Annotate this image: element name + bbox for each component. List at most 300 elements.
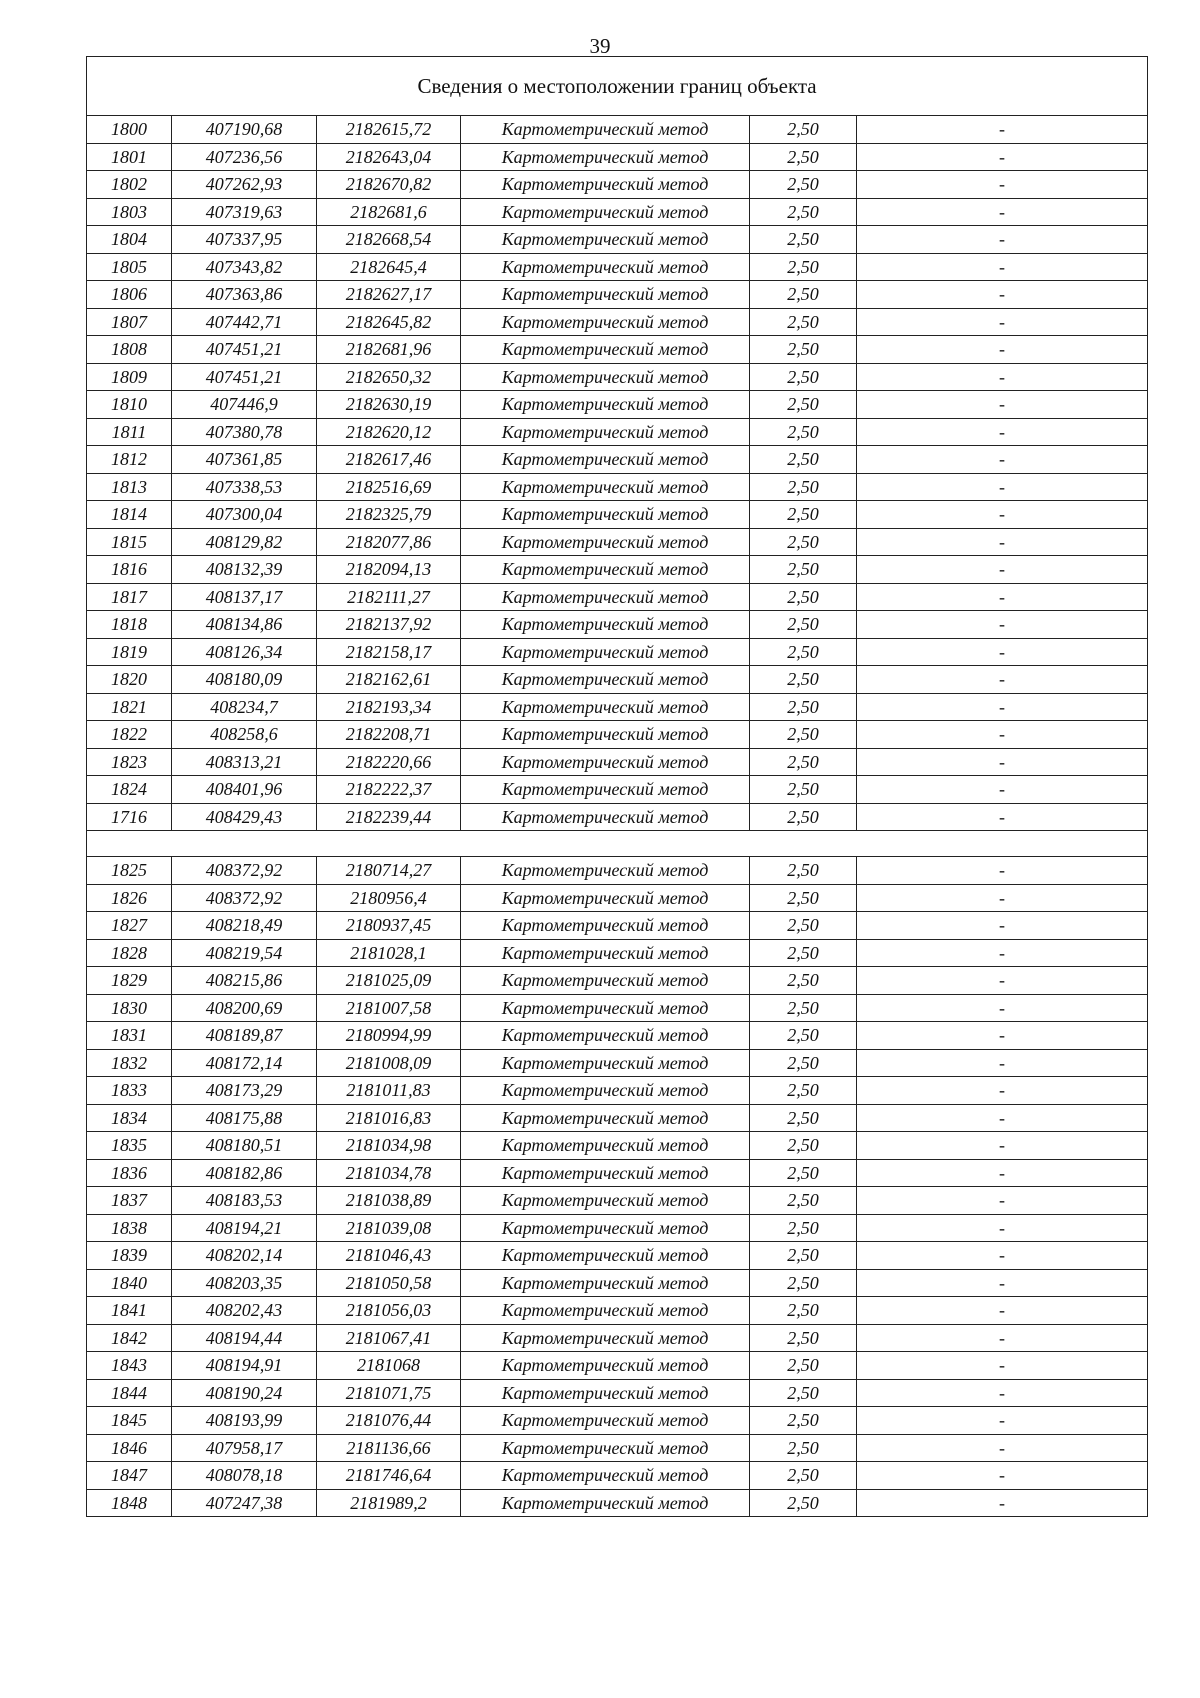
method-cell: Картометрический метод <box>461 1049 750 1077</box>
y-coordinate-cell: 2181025,09 <box>317 967 461 995</box>
y-coordinate-cell: 2182111,27 <box>317 583 461 611</box>
y-coordinate-cell: 2182620,12 <box>317 418 461 446</box>
x-coordinate-cell: 408219,54 <box>172 939 317 967</box>
x-coordinate-cell: 407343,82 <box>172 253 317 281</box>
point-number-cell: 1843 <box>87 1352 172 1380</box>
accuracy-cell: 2,50 <box>750 556 857 584</box>
method-cell: Картометрический метод <box>461 1324 750 1352</box>
point-number-cell: 1838 <box>87 1214 172 1242</box>
accuracy-cell: 2,50 <box>750 776 857 804</box>
method-cell: Картометрический метод <box>461 638 750 666</box>
description-cell: - <box>857 1214 1148 1242</box>
accuracy-cell: 2,50 <box>750 939 857 967</box>
table-row <box>87 1352 1148 1380</box>
y-coordinate-cell: 2181034,98 <box>317 1132 461 1160</box>
point-number-cell: 1827 <box>87 912 172 940</box>
method-cell: Картометрический метод <box>461 391 750 419</box>
y-coordinate-cell: 2181016,83 <box>317 1104 461 1132</box>
accuracy-cell: 2,50 <box>750 1077 857 1105</box>
point-number-cell: 1830 <box>87 994 172 1022</box>
method-cell: Картометрический метод <box>461 748 750 776</box>
y-coordinate-cell: 2182650,32 <box>317 363 461 391</box>
table-row <box>87 1187 1148 1215</box>
x-coordinate-cell: 408372,92 <box>172 857 317 885</box>
accuracy-cell: 2,50 <box>750 693 857 721</box>
table-row <box>87 666 1148 694</box>
group-separator-cell <box>87 831 1148 857</box>
x-coordinate-cell: 408137,17 <box>172 583 317 611</box>
method-cell: Картометрический метод <box>461 857 750 885</box>
accuracy-cell: 2,50 <box>750 226 857 254</box>
table-row <box>87 912 1148 940</box>
table-row <box>87 1104 1148 1132</box>
y-coordinate-cell: 2182162,61 <box>317 666 461 694</box>
y-coordinate-cell: 2182077,86 <box>317 528 461 556</box>
point-number-cell: 1829 <box>87 967 172 995</box>
method-cell: Картометрический метод <box>461 1159 750 1187</box>
boundary-coordinates-table <box>86 56 1148 1517</box>
y-coordinate-cell: 2182222,37 <box>317 776 461 804</box>
accuracy-cell: 2,50 <box>750 803 857 831</box>
y-coordinate-cell: 2182645,4 <box>317 253 461 281</box>
description-cell: - <box>857 1159 1148 1187</box>
x-coordinate-cell: 408182,86 <box>172 1159 317 1187</box>
point-number-cell: 1815 <box>87 528 172 556</box>
x-coordinate-cell: 408234,7 <box>172 693 317 721</box>
point-number-cell: 1812 <box>87 446 172 474</box>
accuracy-cell: 2,50 <box>750 1489 857 1517</box>
accuracy-cell: 2,50 <box>750 638 857 666</box>
group-separator-row <box>87 831 1148 857</box>
x-coordinate-cell: 408258,6 <box>172 721 317 749</box>
description-cell: - <box>857 1462 1148 1490</box>
accuracy-cell: 2,50 <box>750 253 857 281</box>
method-cell: Картометрический метод <box>461 994 750 1022</box>
description-cell: - <box>857 281 1148 309</box>
table-row <box>87 253 1148 281</box>
point-number-cell: 1839 <box>87 1242 172 1270</box>
table-row <box>87 1379 1148 1407</box>
x-coordinate-cell: 407958,17 <box>172 1434 317 1462</box>
point-number-cell: 1816 <box>87 556 172 584</box>
table-row <box>87 1214 1148 1242</box>
point-number-cell: 1845 <box>87 1407 172 1435</box>
table-row <box>87 1489 1148 1517</box>
x-coordinate-cell: 407247,38 <box>172 1489 317 1517</box>
point-number-cell: 1826 <box>87 884 172 912</box>
method-cell: Картометрический метод <box>461 171 750 199</box>
x-coordinate-cell: 408202,43 <box>172 1297 317 1325</box>
table-row <box>87 1049 1148 1077</box>
accuracy-cell: 2,50 <box>750 884 857 912</box>
table-row <box>87 857 1148 885</box>
accuracy-cell: 2,50 <box>750 666 857 694</box>
accuracy-cell: 2,50 <box>750 967 857 995</box>
point-number-cell: 1840 <box>87 1269 172 1297</box>
y-coordinate-cell: 2181039,08 <box>317 1214 461 1242</box>
description-cell: - <box>857 116 1148 144</box>
x-coordinate-cell: 408129,82 <box>172 528 317 556</box>
table-row <box>87 1242 1148 1270</box>
x-coordinate-cell: 407451,21 <box>172 363 317 391</box>
method-cell: Картометрический метод <box>461 253 750 281</box>
accuracy-cell: 2,50 <box>750 308 857 336</box>
point-number-cell: 1821 <box>87 693 172 721</box>
method-cell: Картометрический метод <box>461 1242 750 1270</box>
table-body <box>87 57 1148 1517</box>
point-number-cell: 1716 <box>87 803 172 831</box>
table-row <box>87 116 1148 144</box>
point-number-cell: 1836 <box>87 1159 172 1187</box>
y-coordinate-cell: 2182668,54 <box>317 226 461 254</box>
description-cell: - <box>857 1324 1148 1352</box>
accuracy-cell: 2,50 <box>750 1159 857 1187</box>
method-cell: Картометрический метод <box>461 776 750 804</box>
point-number-cell: 1820 <box>87 666 172 694</box>
x-coordinate-cell: 407451,21 <box>172 336 317 364</box>
table-row <box>87 198 1148 226</box>
description-cell: - <box>857 171 1148 199</box>
table-row <box>87 473 1148 501</box>
description-cell: - <box>857 391 1148 419</box>
method-cell: Картометрический метод <box>461 143 750 171</box>
method-cell: Картометрический метод <box>461 336 750 364</box>
accuracy-cell: 2,50 <box>750 857 857 885</box>
x-coordinate-cell: 407319,63 <box>172 198 317 226</box>
description-cell: - <box>857 1242 1148 1270</box>
accuracy-cell: 2,50 <box>750 281 857 309</box>
table-row <box>87 501 1148 529</box>
method-cell: Картометрический метод <box>461 1104 750 1132</box>
y-coordinate-cell: 2182670,82 <box>317 171 461 199</box>
x-coordinate-cell: 408313,21 <box>172 748 317 776</box>
y-coordinate-cell: 2182158,17 <box>317 638 461 666</box>
method-cell: Картометрический метод <box>461 1022 750 1050</box>
description-cell: - <box>857 1434 1148 1462</box>
point-number-cell: 1807 <box>87 308 172 336</box>
y-coordinate-cell: 2181050,58 <box>317 1269 461 1297</box>
accuracy-cell: 2,50 <box>750 912 857 940</box>
description-cell: - <box>857 611 1148 639</box>
x-coordinate-cell: 408372,92 <box>172 884 317 912</box>
accuracy-cell: 2,50 <box>750 171 857 199</box>
method-cell: Картометрический метод <box>461 583 750 611</box>
description-cell: - <box>857 884 1148 912</box>
y-coordinate-cell: 2182516,69 <box>317 473 461 501</box>
x-coordinate-cell: 408189,87 <box>172 1022 317 1050</box>
table-row <box>87 171 1148 199</box>
y-coordinate-cell: 2182630,19 <box>317 391 461 419</box>
y-coordinate-cell: 2181046,43 <box>317 1242 461 1270</box>
description-cell: - <box>857 226 1148 254</box>
point-number-cell: 1819 <box>87 638 172 666</box>
point-number-cell: 1833 <box>87 1077 172 1105</box>
method-cell: Картометрический метод <box>461 1297 750 1325</box>
y-coordinate-cell: 2180714,27 <box>317 857 461 885</box>
method-cell: Картометрический метод <box>461 418 750 446</box>
table-row <box>87 884 1148 912</box>
method-cell: Картометрический метод <box>461 912 750 940</box>
table-row <box>87 1434 1148 1462</box>
description-cell: - <box>857 912 1148 940</box>
y-coordinate-cell: 2182681,96 <box>317 336 461 364</box>
accuracy-cell: 2,50 <box>750 1407 857 1435</box>
table-row <box>87 803 1148 831</box>
description-cell: - <box>857 1489 1148 1517</box>
description-cell: - <box>857 528 1148 556</box>
accuracy-cell: 2,50 <box>750 611 857 639</box>
description-cell: - <box>857 1407 1148 1435</box>
point-number-cell: 1818 <box>87 611 172 639</box>
point-number-cell: 1817 <box>87 583 172 611</box>
point-number-cell: 1813 <box>87 473 172 501</box>
method-cell: Картометрический метод <box>461 198 750 226</box>
method-cell: Картометрический метод <box>461 1434 750 1462</box>
x-coordinate-cell: 408203,35 <box>172 1269 317 1297</box>
point-number-cell: 1844 <box>87 1379 172 1407</box>
point-number-cell: 1841 <box>87 1297 172 1325</box>
accuracy-cell: 2,50 <box>750 336 857 364</box>
description-cell: - <box>857 253 1148 281</box>
table-row <box>87 1297 1148 1325</box>
accuracy-cell: 2,50 <box>750 1352 857 1380</box>
accuracy-cell: 2,50 <box>750 1269 857 1297</box>
x-coordinate-cell: 408218,49 <box>172 912 317 940</box>
table-title: Сведения о местоположении границ объекта <box>87 57 1148 116</box>
accuracy-cell: 2,50 <box>750 1379 857 1407</box>
method-cell: Картометрический метод <box>461 308 750 336</box>
method-cell: Картометрический метод <box>461 528 750 556</box>
x-coordinate-cell: 408132,39 <box>172 556 317 584</box>
point-number-cell: 1810 <box>87 391 172 419</box>
description-cell: - <box>857 1379 1148 1407</box>
y-coordinate-cell: 2182325,79 <box>317 501 461 529</box>
y-coordinate-cell: 2182220,66 <box>317 748 461 776</box>
point-number-cell: 1808 <box>87 336 172 364</box>
x-coordinate-cell: 408194,21 <box>172 1214 317 1242</box>
accuracy-cell: 2,50 <box>750 446 857 474</box>
accuracy-cell: 2,50 <box>750 391 857 419</box>
accuracy-cell: 2,50 <box>750 501 857 529</box>
x-coordinate-cell: 407338,53 <box>172 473 317 501</box>
x-coordinate-cell: 407262,93 <box>172 171 317 199</box>
x-coordinate-cell: 407190,68 <box>172 116 317 144</box>
description-cell: - <box>857 1077 1148 1105</box>
x-coordinate-cell: 408134,86 <box>172 611 317 639</box>
description-cell: - <box>857 1049 1148 1077</box>
y-coordinate-cell: 2181136,66 <box>317 1434 461 1462</box>
point-number-cell: 1842 <box>87 1324 172 1352</box>
table-row <box>87 994 1148 1022</box>
point-number-cell: 1835 <box>87 1132 172 1160</box>
method-cell: Картометрический метод <box>461 611 750 639</box>
table-row <box>87 1159 1148 1187</box>
table-row <box>87 1077 1148 1105</box>
point-number-cell: 1848 <box>87 1489 172 1517</box>
description-cell: - <box>857 418 1148 446</box>
table-row <box>87 446 1148 474</box>
table-row <box>87 939 1148 967</box>
method-cell: Картометрический метод <box>461 1379 750 1407</box>
method-cell: Картометрический метод <box>461 939 750 967</box>
x-coordinate-cell: 408126,34 <box>172 638 317 666</box>
accuracy-cell: 2,50 <box>750 1434 857 1462</box>
table-row <box>87 611 1148 639</box>
x-coordinate-cell: 408175,88 <box>172 1104 317 1132</box>
description-cell: - <box>857 693 1148 721</box>
y-coordinate-cell: 2181011,83 <box>317 1077 461 1105</box>
method-cell: Картометрический метод <box>461 281 750 309</box>
accuracy-cell: 2,50 <box>750 418 857 446</box>
accuracy-cell: 2,50 <box>750 1462 857 1490</box>
accuracy-cell: 2,50 <box>750 198 857 226</box>
x-coordinate-cell: 408200,69 <box>172 994 317 1022</box>
description-cell: - <box>857 1187 1148 1215</box>
method-cell: Картометрический метод <box>461 446 750 474</box>
point-number-cell: 1832 <box>87 1049 172 1077</box>
method-cell: Картометрический метод <box>461 666 750 694</box>
method-cell: Картометрический метод <box>461 1269 750 1297</box>
y-coordinate-cell: 2181068 <box>317 1352 461 1380</box>
point-number-cell: 1804 <box>87 226 172 254</box>
y-coordinate-cell: 2182193,34 <box>317 693 461 721</box>
table-row <box>87 418 1148 446</box>
point-number-cell: 1803 <box>87 198 172 226</box>
method-cell: Картометрический метод <box>461 501 750 529</box>
y-coordinate-cell: 2182627,17 <box>317 281 461 309</box>
method-cell: Картометрический метод <box>461 1462 750 1490</box>
point-number-cell: 1828 <box>87 939 172 967</box>
description-cell: - <box>857 1132 1148 1160</box>
y-coordinate-cell: 2182208,71 <box>317 721 461 749</box>
description-cell: - <box>857 363 1148 391</box>
accuracy-cell: 2,50 <box>750 1104 857 1132</box>
description-cell: - <box>857 967 1148 995</box>
method-cell: Картометрический метод <box>461 884 750 912</box>
table-row <box>87 721 1148 749</box>
x-coordinate-cell: 407361,85 <box>172 446 317 474</box>
point-number-cell: 1822 <box>87 721 172 749</box>
y-coordinate-cell: 2181071,75 <box>317 1379 461 1407</box>
x-coordinate-cell: 407300,04 <box>172 501 317 529</box>
method-cell: Картометрический метод <box>461 1489 750 1517</box>
method-cell: Картометрический метод <box>461 1187 750 1215</box>
x-coordinate-cell: 407337,95 <box>172 226 317 254</box>
method-cell: Картометрический метод <box>461 1407 750 1435</box>
accuracy-cell: 2,50 <box>750 1049 857 1077</box>
y-coordinate-cell: 2182681,6 <box>317 198 461 226</box>
table-row <box>87 693 1148 721</box>
table-row <box>87 281 1148 309</box>
description-cell: - <box>857 776 1148 804</box>
accuracy-cell: 2,50 <box>750 1324 857 1352</box>
description-cell: - <box>857 583 1148 611</box>
accuracy-cell: 2,50 <box>750 1022 857 1050</box>
x-coordinate-cell: 408194,91 <box>172 1352 317 1380</box>
accuracy-cell: 2,50 <box>750 1297 857 1325</box>
point-number-cell: 1805 <box>87 253 172 281</box>
description-cell: - <box>857 1104 1148 1132</box>
description-cell: - <box>857 556 1148 584</box>
method-cell: Картометрический метод <box>461 967 750 995</box>
description-cell: - <box>857 473 1148 501</box>
x-coordinate-cell: 407236,56 <box>172 143 317 171</box>
point-number-cell: 1811 <box>87 418 172 446</box>
table-row <box>87 528 1148 556</box>
x-coordinate-cell: 408401,96 <box>172 776 317 804</box>
method-cell: Картометрический метод <box>461 226 750 254</box>
y-coordinate-cell: 2182137,92 <box>317 611 461 639</box>
accuracy-cell: 2,50 <box>750 143 857 171</box>
method-cell: Картометрический метод <box>461 721 750 749</box>
x-coordinate-cell: 408173,29 <box>172 1077 317 1105</box>
description-cell: - <box>857 638 1148 666</box>
accuracy-cell: 2,50 <box>750 1187 857 1215</box>
description-cell: - <box>857 1269 1148 1297</box>
point-number-cell: 1846 <box>87 1434 172 1462</box>
method-cell: Картометрический метод <box>461 693 750 721</box>
point-number-cell: 1831 <box>87 1022 172 1050</box>
description-cell: - <box>857 721 1148 749</box>
x-coordinate-cell: 407380,78 <box>172 418 317 446</box>
y-coordinate-cell: 2181008,09 <box>317 1049 461 1077</box>
description-cell: - <box>857 1022 1148 1050</box>
page-number: 39 <box>589 34 611 58</box>
table-row <box>87 1022 1148 1050</box>
method-cell: Картометрический метод <box>461 473 750 501</box>
point-number-cell: 1814 <box>87 501 172 529</box>
description-cell: - <box>857 501 1148 529</box>
point-number-cell: 1823 <box>87 748 172 776</box>
y-coordinate-cell: 2180937,45 <box>317 912 461 940</box>
description-cell: - <box>857 748 1148 776</box>
accuracy-cell: 2,50 <box>750 116 857 144</box>
description-cell: - <box>857 803 1148 831</box>
y-coordinate-cell: 2181989,2 <box>317 1489 461 1517</box>
table-row <box>87 363 1148 391</box>
table-row <box>87 1269 1148 1297</box>
description-cell: - <box>857 994 1148 1022</box>
point-number-cell: 1825 <box>87 857 172 885</box>
accuracy-cell: 2,50 <box>750 528 857 556</box>
x-coordinate-cell: 408215,86 <box>172 967 317 995</box>
point-number-cell: 1837 <box>87 1187 172 1215</box>
description-cell: - <box>857 857 1148 885</box>
x-coordinate-cell: 408193,99 <box>172 1407 317 1435</box>
description-cell: - <box>857 143 1148 171</box>
x-coordinate-cell: 408180,09 <box>172 666 317 694</box>
table-row <box>87 336 1148 364</box>
method-cell: Картометрический метод <box>461 1214 750 1242</box>
table-row <box>87 1407 1148 1435</box>
table-row <box>87 776 1148 804</box>
table-row <box>87 391 1148 419</box>
point-number-cell: 1800 <box>87 116 172 144</box>
y-coordinate-cell: 2181076,44 <box>317 1407 461 1435</box>
description-cell: - <box>857 308 1148 336</box>
table-row <box>87 226 1148 254</box>
x-coordinate-cell: 408180,51 <box>172 1132 317 1160</box>
x-coordinate-cell: 408078,18 <box>172 1462 317 1490</box>
table-row <box>87 1132 1148 1160</box>
description-cell: - <box>857 198 1148 226</box>
table-row <box>87 308 1148 336</box>
table-row <box>87 967 1148 995</box>
x-coordinate-cell: 408183,53 <box>172 1187 317 1215</box>
description-cell: - <box>857 446 1148 474</box>
description-cell: - <box>857 336 1148 364</box>
table-row <box>87 1324 1148 1352</box>
